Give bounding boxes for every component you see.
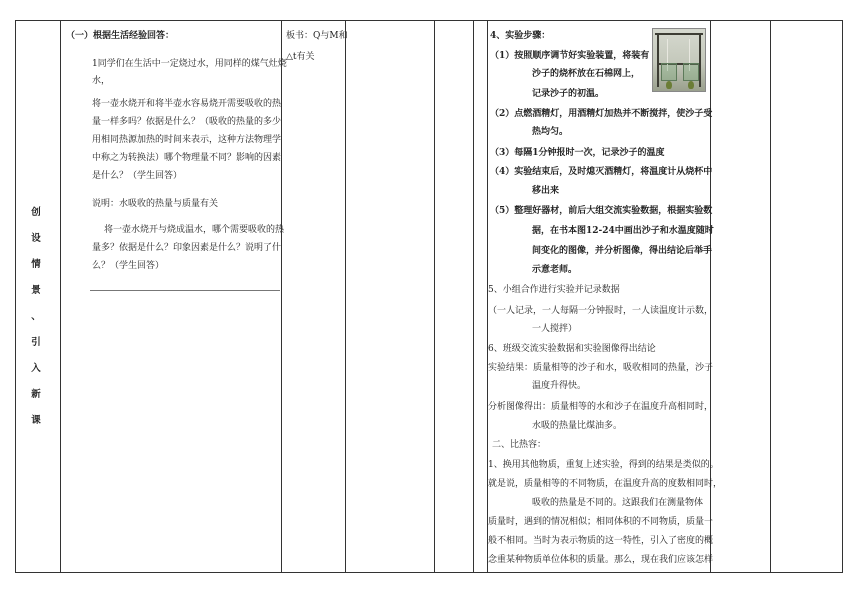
- stand-left-pole: [657, 33, 659, 87]
- step-line: 热均匀。: [532, 127, 569, 137]
- right-line: 念重某种物质单位体积的质量。那么，现在我们应该怎样: [488, 555, 714, 565]
- experiment-apparatus-photo: [652, 28, 706, 92]
- left-table-border-2: [60, 20, 61, 573]
- left-line: 将一壶水烧开和将半壶水容易烧开需要吸收的热: [92, 99, 282, 109]
- right-table-border-5: [842, 20, 843, 573]
- left-table-border-1: [15, 20, 16, 573]
- left-line: 量多？依据是什么？印象因素是什么？说明了什: [92, 243, 282, 253]
- beaker: [683, 63, 699, 81]
- step-line: （5）整理好器材，前后大组交流实验数据，根据实验数: [490, 206, 713, 216]
- board-note-line-2: △t有关: [286, 52, 315, 62]
- left-table-border-5: [434, 20, 435, 573]
- stand-top-bar: [655, 33, 703, 35]
- right-line: 水吸的热量比煤油多。: [532, 421, 623, 431]
- right-line: 1、换用其他物质，重复上述实验，得到的结果是类似的。: [488, 460, 719, 470]
- left-line: 说明：水吸收的热量与质量有关: [92, 199, 219, 209]
- left-line: 水，: [92, 76, 111, 86]
- right-line: 般不相同。当时为表示物质的这一特性，引入了密度的概: [488, 536, 714, 546]
- step-line: 间变化的图像，并分析图像，得出结论后举手: [532, 246, 713, 256]
- right-line: 实验结果：质量相等的沙子和水，吸收相同的热量，沙子: [488, 363, 714, 373]
- left-line: 用相同热源加热的时间来表示，这种方法物理学: [92, 135, 282, 145]
- step-line: 记录沙子的初温。: [532, 89, 605, 99]
- step-line: 沙子的烧杯放在石棉网上，: [532, 69, 641, 79]
- right-line: 一人搅拌）: [532, 324, 578, 334]
- right-line: 二、比热容：: [492, 440, 547, 450]
- left-line: 将一壶水烧开与烧成温水，哪个需要吸收的热: [104, 225, 285, 235]
- left-table-bottom-border: [15, 572, 435, 573]
- alcohol-lamp: [688, 81, 694, 89]
- step-line: （4）实验结束后，及时熄灭酒精灯，将温度计从烧杯中: [490, 167, 713, 177]
- step-line: 示意老师。: [532, 265, 578, 275]
- right-line: 分析图像得出：质量相等的水和沙子在温度升高相同时，: [488, 402, 714, 412]
- right-table-border-4: [770, 20, 771, 573]
- step-heading: 4、实验步骤：: [490, 31, 551, 41]
- alcohol-lamp: [666, 81, 672, 89]
- right-table-top-border: [432, 20, 843, 21]
- right-line: 质量时，遇到的情况相似；相同体积的不同物质，质量一: [488, 517, 714, 527]
- step-line: （1）按照顺序调节好实验装置，将装有: [490, 51, 650, 61]
- right-line: 6、班级交流实验数据和实验图像得出结论: [488, 344, 656, 354]
- left-table-border-4: [345, 20, 346, 573]
- left-divider: [90, 290, 280, 291]
- left-table-border-3: [281, 20, 282, 573]
- left-table-top-border: [15, 20, 435, 21]
- right-line: （一人记录，一人每隔一分钟报时，一人读温度计示数，: [488, 306, 714, 316]
- right-line: 5、小组合作进行实验并记录数据: [488, 285, 620, 295]
- left-line: 是什么？（学生回答）: [92, 171, 183, 181]
- side-section-label: 创 设 情 景 、 引 入 新 课: [31, 207, 41, 426]
- step-line: 移出来: [532, 186, 560, 196]
- beaker: [661, 63, 677, 81]
- left-line: 量一样多吗？依据是什么？（吸收的热量的多少: [92, 117, 282, 127]
- step-line: （2）点燃酒精灯，用酒精灯加热并不断搅拌，使沙子受: [490, 109, 713, 119]
- right-line: 吸收的热量是不同的。这跟我们在测量物体: [532, 498, 704, 508]
- right-table-border-1: [473, 20, 474, 573]
- left-line: 么？（学生回答）: [92, 261, 165, 271]
- board-note-line-1: 板书：Q与M和: [286, 31, 348, 41]
- stand-right-pole: [699, 33, 701, 87]
- right-table-bottom-border: [432, 572, 843, 573]
- right-line: 温度升得快。: [532, 381, 587, 391]
- right-line: 就是说，质量相等的不同物质，在温度升高的度数相同时，: [488, 479, 723, 489]
- left-heading: （一）根据生活经验回答：: [66, 31, 175, 41]
- step-line: 据，在书本图12-24中画出沙子和水温度随时: [532, 226, 714, 236]
- left-line: 1同学们在生活中一定烧过水，用同样的煤气灶烧: [92, 59, 287, 69]
- step-line: （3）每隔1分钟报时一次，记录沙子的温度: [490, 148, 665, 158]
- left-line: 中称之为转换法）哪个物理量不同？影响的因素: [92, 153, 282, 163]
